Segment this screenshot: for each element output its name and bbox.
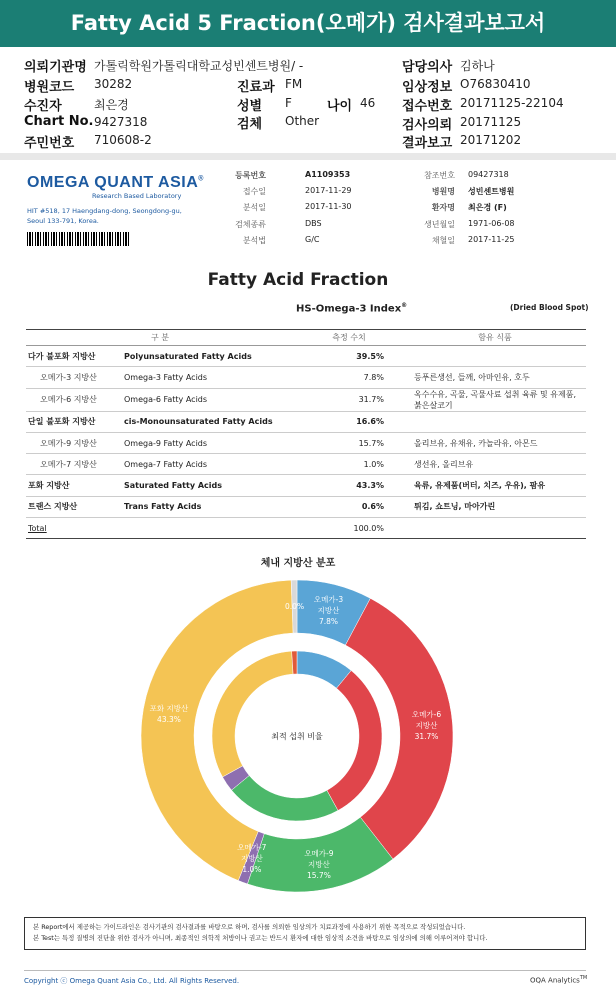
slice-label-2-2: 15.7% <box>307 871 331 881</box>
food-sources <box>404 411 586 432</box>
food-sources <box>404 518 586 539</box>
specimen-note: (Dried Blood Spot) <box>510 303 589 312</box>
center-label: 최적 섭취 비율 <box>271 732 323 741</box>
slice-label-1-1: 지방산 <box>415 720 438 730</box>
slice-label-3-1: 지방산 <box>240 853 263 863</box>
category-en: Polyunsaturated Fatty Acids <box>124 346 294 367</box>
slice-label-2-0: 오메가-9 <box>304 849 334 859</box>
req-label: 검사의뢰 <box>402 118 453 133</box>
header-value: 측정 수치 <box>294 330 404 346</box>
category-ko: 포화 지방산 <box>26 475 124 496</box>
category-en: Omega-7 Fatty Acids <box>124 454 294 475</box>
specimen-label: 검체 <box>237 117 263 132</box>
patient-value: 최은경 (F) <box>468 203 507 212</box>
req-value: 20171125 <box>460 115 522 129</box>
slice-label-5-0: 0.0% <box>285 602 305 612</box>
org-value: 가톨릭학원가톨릭대학교성빈센트병원/ - <box>94 59 304 73</box>
category-ko: Total <box>26 518 124 539</box>
org-label: 의뢰기관명 <box>24 60 87 75</box>
measured-value: 39.5% <box>294 346 404 367</box>
category-en: Trans Fatty Acids <box>124 496 294 517</box>
doctor-value: 김하나 <box>460 59 495 73</box>
recv-date-value: 2017-11-29 <box>305 186 352 195</box>
table-row <box>26 346 586 367</box>
notice-box <box>24 917 586 950</box>
category-ko: 다가 불포화 지방산 <box>26 346 124 367</box>
slice-label-1-2: 31.7% <box>414 731 439 741</box>
ana-date-value: 2017-11-30 <box>305 202 352 211</box>
dept-value: FM <box>285 77 303 91</box>
footer-divider <box>24 970 586 971</box>
id-value: 710608-2 <box>94 133 152 147</box>
table-row <box>26 496 586 517</box>
slice-label-1-0: 오메가-6 <box>411 709 442 719</box>
fatty-acid-donut-chart <box>124 580 472 892</box>
hosp-label: 병원명 <box>431 187 455 196</box>
measured-value: 43.3% <box>294 475 404 496</box>
food-sources: 튀김, 쇼트닝, 마아가린 <box>404 496 586 517</box>
birth-value: 1971-06-08 <box>468 219 515 228</box>
chart-title: 체내 지방산 분포 <box>260 558 336 569</box>
slice-label-2-1: 지방산 <box>308 860 330 870</box>
category-en <box>124 518 294 539</box>
food-sources: 옥수수유, 곡물, 곡물사료 섭취 육류 및 유제품, 붉은살코기 <box>404 388 586 411</box>
chart-no-label: Chart No. <box>24 114 94 129</box>
food-sources: 육류, 유제품(버터, 치즈, 우유), 팜유 <box>404 475 586 496</box>
measured-value: 1.0% <box>294 454 404 475</box>
chart-no-value: 9427318 <box>94 115 148 129</box>
lab-logo-sub: Research Based Laboratory <box>92 192 182 200</box>
measured-value: 31.7% <box>294 388 404 411</box>
spec-type-value: DBS <box>305 219 322 228</box>
measured-value: 0.6% <box>294 496 404 517</box>
food-sources: 등푸른생선, 들깨, 아마인유, 호두 <box>404 367 586 388</box>
section-divider <box>0 153 616 160</box>
slice-label-3-0: 오메가-7 <box>237 842 267 852</box>
method-value: G/C <box>305 235 320 244</box>
measured-value: 15.7% <box>294 432 404 453</box>
category-ko: 단일 불포화 지방산 <box>26 411 124 432</box>
table-row <box>26 388 586 411</box>
id-label: 주민번호 <box>24 136 75 151</box>
sex-label: 성별 <box>237 99 263 114</box>
barcode <box>27 232 131 246</box>
lab-address-2: Seoul 133-791, Korea. <box>27 217 99 225</box>
category-en: Omega-9 Fatty Acids <box>124 432 294 453</box>
name-label: 수진자 <box>24 99 62 114</box>
notice-line-2: 본 Test는 특정 질병의 진단을 위한 검사가 아니며, 최종적인 의학적 처방이나 권고는 반드시 환자에 대한 임상적 소견을 바탕으로 임상의에 의해 이루어져야 합니다. <box>33 934 488 942</box>
fraction-title: Fatty Acid Fraction <box>207 270 389 290</box>
patient-info <box>0 47 616 153</box>
table-row <box>26 367 586 388</box>
result-value: 20171202 <box>460 133 522 147</box>
notice-line-1: 본 Report에서 제공하는 가이드라인은 검사기관의 검사결과를 바탕으로 하며, 검사를 의뢰한 임상의가 치료과정에 사용하기 위한 목적으로 작성되었습니다. <box>33 923 466 931</box>
table-row <box>26 432 586 453</box>
ref-value: 09427318 <box>468 170 509 179</box>
name-value: 최은경 <box>94 98 129 112</box>
header-food: 함유 식품 <box>404 330 586 346</box>
table-row <box>26 475 586 496</box>
table-row <box>26 411 586 432</box>
fatty-acid-table <box>26 329 586 539</box>
birth-label: 생년월일 <box>424 220 455 229</box>
ref-label: 참조번호 <box>424 171 455 180</box>
clinic-value: O76830410 <box>460 77 531 91</box>
result-label: 결과보고 <box>402 136 453 151</box>
draw-value: 2017-11-25 <box>468 235 515 244</box>
category-en: Saturated Fatty Acids <box>124 475 294 496</box>
slice-label-4-0: 포화 지방산 <box>149 703 189 713</box>
age-value: 46 <box>360 96 376 110</box>
table-header <box>26 330 586 346</box>
slice-label-0-2: 7.8% <box>318 616 339 626</box>
ana-date-label: 분석일 <box>242 203 266 212</box>
category-en: Omega-6 Fatty Acids <box>124 388 294 411</box>
category-en: cis-Monounsaturated Fatty Acids <box>124 411 294 432</box>
report-title: Fatty Acid 5 Fraction(오메가) 검사결과보고서 <box>0 0 616 47</box>
draw-label: 채혈일 <box>431 236 455 245</box>
food-sources <box>404 346 586 367</box>
dept-label: 진료과 <box>237 80 275 95</box>
lab-logo: OMEGA QUANT ASIA® <box>27 174 204 191</box>
measured-value: 16.6% <box>294 411 404 432</box>
reg-label: 등록번호 <box>235 171 266 180</box>
doctor-label: 담당의사 <box>402 60 453 75</box>
method-label: 분석법 <box>242 236 266 245</box>
lab-address-1: HIT #518, 17 Haengdang-dong, Seongdong-gu, <box>27 207 182 215</box>
category-ko: 트랜스 지방산 <box>26 496 124 517</box>
spec-type-label: 검체종류 <box>235 220 266 229</box>
measured-value: 7.8% <box>294 367 404 388</box>
slice-label-0-0: 오메가-3 <box>313 594 344 604</box>
recv-date-label: 접수일 <box>242 187 266 196</box>
food-sources: 올리브유, 유채유, 카놀라유, 아몬드 <box>404 432 586 453</box>
hosp-value: 성빈센트병원 <box>468 187 515 196</box>
recv-value: 20171125-22104 <box>460 96 564 110</box>
slice-label-4-1: 43.3% <box>157 714 181 724</box>
category-ko: 오메가-9 지방산 <box>26 432 124 453</box>
table-row <box>26 518 586 539</box>
food-sources: 생선유, 올리브유 <box>404 454 586 475</box>
hospcode-label: 병원코드 <box>24 80 75 95</box>
clinic-label: 임상정보 <box>402 80 453 95</box>
recv-label: 접수번호 <box>402 99 453 114</box>
category-ko: 오메가-7 지방산 <box>26 454 124 475</box>
age-label: 나이 <box>327 99 353 114</box>
hospcode-value: 30282 <box>94 77 133 91</box>
header-category: 구 분 <box>26 330 294 346</box>
reg-value: A1109353 <box>305 170 351 179</box>
patient-label: 환자명 <box>431 203 455 212</box>
table-row <box>26 454 586 475</box>
category-ko: 오메가-6 지방산 <box>26 388 124 411</box>
sex-value: F <box>285 96 292 110</box>
measured-value: 100.0% <box>294 518 404 539</box>
category-en: Omega-3 Fatty Acids <box>124 367 294 388</box>
specimen-value: Other <box>285 114 320 128</box>
slice-label-3-2: 1.0% <box>242 864 262 874</box>
copyright: Copyright ⓒ Omega Quant Asia Co., Ltd. All Rights Reserved. <box>24 977 240 985</box>
omega-index-title: HS-Omega-3 Index® <box>296 302 408 315</box>
brand: OQA Analytics™ <box>530 975 588 985</box>
category-ko: 오메가-3 지방산 <box>26 367 124 388</box>
slice-label-0-1: 지방산 <box>317 605 340 615</box>
